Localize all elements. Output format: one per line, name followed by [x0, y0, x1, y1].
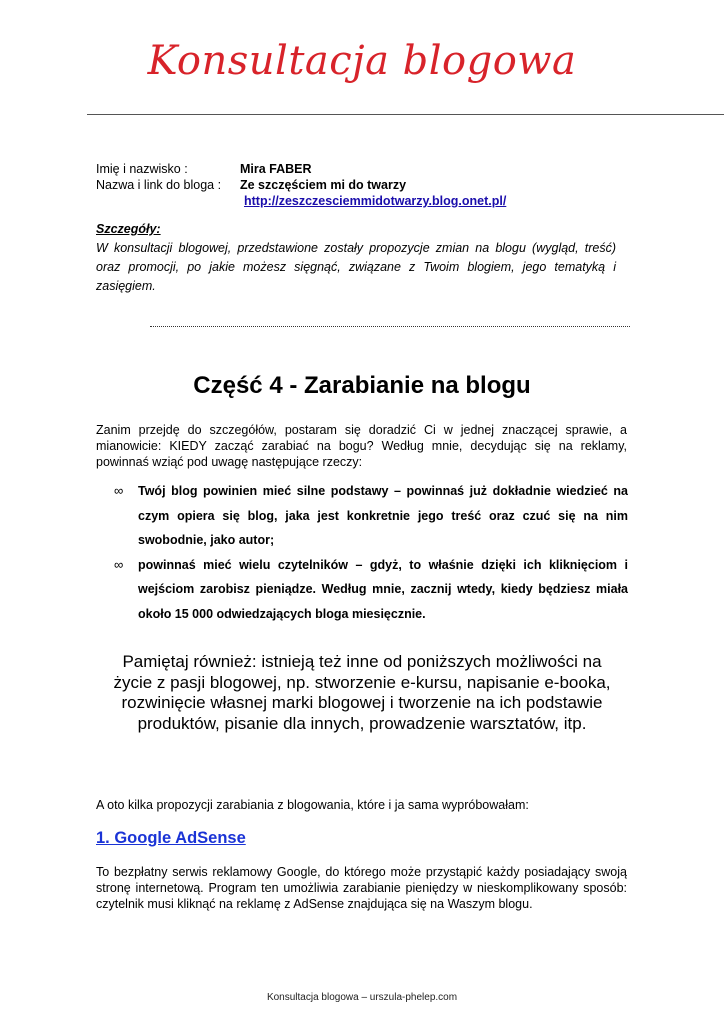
details-block — [96, 220, 616, 296]
list-item — [114, 479, 628, 553]
blog-name: Ze szczęściem mi do twarzy — [240, 178, 407, 192]
dotted-separator — [150, 320, 630, 327]
blog-url-link[interactable]: http://zeszczesciemmidotwarzy.blog.onet.pl/ — [244, 194, 507, 208]
list-item-text: Twój blog powinien mieć silne podstawy – powinnaś już dokładnie wiedzieć na czym opiera się blog, jaka jest konkretnie jego treść oraz czuć się na nim swobodnie, jako autor; — [138, 484, 628, 547]
list-item — [114, 553, 628, 627]
infinity-bullet-icon: ∞ — [114, 556, 124, 572]
remember-note: Pamiętaj również: istnieją też inne od poniższych możliwości na życie z pasji blogowej, np. stworzenie e-kursu, napisanie e-booka, rozwinięcie własnej marki blogowej i tworzenie na ich podstawie produktów, pisanie dla innych, prowadzenie warsztatów, itp. — [113, 652, 611, 733]
infinity-bullet-icon: ∞ — [114, 483, 124, 498]
details-text: W konsultacji blogowej, przedstawione zostały propozycje zmian na blogu (wygląd, treść) oraz promocji, po jakie możesz sięgnąć, związane z Twoim blogiem, jego tematyką i zasięgiem. — [96, 241, 616, 293]
list-item-text: powinnaś mieć wielu czytelników – gdyż, to właśnie dzięki ich kliknięciom i wejściom zarobisz pieniądze. Według mnie, zacznij wtedy, kiedy będziesz miała około 15 000 odwiedzających bloga miesięcznie. — [138, 557, 628, 621]
adsense-paragraph: To bezpłatny serwis reklamowy Google, do którego może przystąpić każdy posiadający swoją stronę internetową. Program ten umożliwia zarabianie pieniędzy w nieskomplikowany sposób: czytelnik musi kliknąć na reklamę z AdSense znajdująca się na Waszym blogu. — [96, 865, 627, 911]
blog-label: Nazwa i link do bloga : — [96, 178, 222, 192]
proposals-lead: A oto kilka propozycji zarabiania z blogowania, które i ja sama wypróbowałam: — [96, 798, 529, 812]
page-footer: Konsultacja blogowa – urszula-phelep.com — [266, 992, 458, 1003]
section-title: Część 4 - Zarabianie na blogu — [193, 372, 531, 399]
adsense-heading[interactable]: 1. Google AdSense — [96, 829, 246, 847]
name-value: Mira FABER — [240, 162, 312, 176]
requirements-list — [114, 479, 628, 626]
details-heading: Szczegóły: — [96, 222, 161, 236]
document-header-title: Konsultacja blogowa — [147, 38, 577, 84]
intro-paragraph: Zanim przejdę do szczegółów, postaram się doradzić Ci w jednej znaczącej sprawie, a mianowicie: KIEDY zacząć zarabiać na bogu? Według mnie, decydując się na reklamy, powinnaś wziąć pod uwagę następujące rzeczy: — [96, 423, 627, 469]
header-divider — [87, 114, 724, 115]
name-label: Imię i nazwisko : — [96, 162, 188, 176]
